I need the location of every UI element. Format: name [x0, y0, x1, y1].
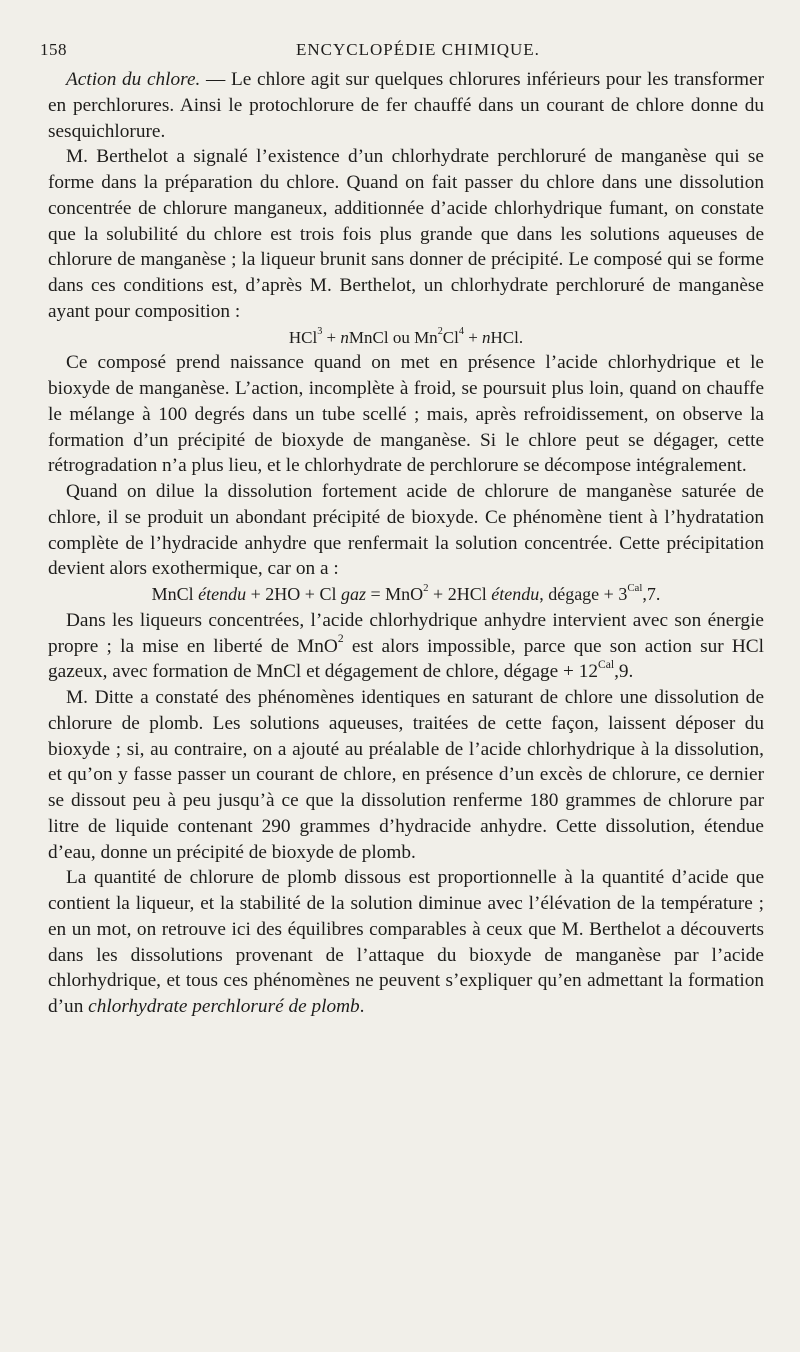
paragraph-liqueurs-concentrees: Dans les liqueurs concentrées, l’acide chlorhydrique anhydre intervient avec son énergie propre ; la mise en liberté de MnO$^2$ est alors impossible, parce que son action sur HCl gazeux, avec formation de MnCl et dégagement de chlore, dégage + $12^{Cal},9$. [48, 609, 764, 683]
formula-chlorhydrate: HCl$^3$ + nMnCl ou $Mn^2Cl^4$ + nHCl. [288, 326, 524, 347]
paragraph-compose: Ce composé prend naissance quand on met en présence l’acide chlorhydrique et le bioxyde de manganèse. L’action, incomplète à froid, se poursuit plus loin, quand on chauffe le mélange à 100 degrés dans un tube scellé ; mais, après refroidissement, on observe la formation d’un précipité de bioxyde de manganèse. Si le chlore peut se dégager, cette rétrogradation n’a plus lieu, et le chlorhydrate de perchlorure se décompose intégralement. [48, 352, 764, 477]
paragraph-chlorure-plomb: La quantité de chlorure de plomb dissous est proportionnelle à la quantité d’acide que contient la liqueur, et la stabilité de la solution diminue avec l’élévation de la température ; en un mot, on retrouve ici des équilibres comparables à ceux que M. Berthelot a découverts dans les dissolutions provenant de l’attaque du bioxyde de manganèse par l’acide chlorhydrique, et tous ces phénomènes ne peuvent s’expliquer qu’en admettant la formation d’un chlorhydrate perchloruré de plomb. [48, 867, 764, 1017]
paragraph-action-du-chlore: Action du chlore. — Le chlore agit sur quelques chlorures inférieurs pour les transformer en perchlorures. Ainsi le protochlorure de fer chauffé dans un courant de chlore donne du sesquichlorure. [48, 69, 764, 142]
page-body [48, 67, 764, 1020]
section-title: Action du chlore. [66, 69, 201, 90]
paragraph-ditte: M. Ditte a constaté des phénomènes identiques en saturant de chlore une dissolution de chlorure de plomb. Les solutions aqueuses, traitées de cette façon, laissent déposer du bioxyde ; si, au contraire, on a ajouté au préalable de l’acide chlorhydrique à la dissolution, et qu’on y fasse passer un courant de chlore, en présence d’un excès de chlorure, ce dernier se dissout peu à peu jusqu’à ce que la dissolution renferme 180 grammes de chlorure par litre de liquide contenant 290 grammes d’hydracide anhydre. Cette dissolution, étendue d’eau, donne un précipité de bioxyde de plomb. [48, 687, 764, 863]
page-header [40, 40, 752, 70]
formula-precipitation: MnCl étendu + 2HO + Cl gaz = MnO$^2$ + 2HCl étendu, dégage + $3^{Cal},7$. [151, 582, 661, 604]
paragraph-dilution: Quand on dilue la dissolution fortement acide de chlorure de manganèse saturée de chlore, il se produit un abondant précipité de bioxyde. Ce phénomène tient à l’hydratation complète de l’hydracide anhydre que renfermait la solution concentrée. Cette précipitation devient alors exothermique, car on a : [48, 481, 764, 580]
paragraph-berthelot: M. Berthelot a signalé l’existence d’un chlorhydrate perchloruré de manganèse qui se forme dans la préparation du chlore. Quand on fait passer du chlore dans une dissolution concentrée de chlorure manganeux, additionnée d’acide chlorhydrique fumant, on constate que la solubilité du chlore est trois fois plus grande que dans les solutions aqueuses de chlorure de manganèse ; la liqueur brunit sans donner de précipité. Le composé qui se forme dans ces conditions est, d’après M. Berthelot, un chlorhydrate perchloruré de manganèse ayant pour composition : [48, 146, 764, 322]
page-number: 158 [40, 40, 67, 59]
running-title: ENCYCLOPÉDIE CHIMIQUE. [296, 40, 540, 59]
